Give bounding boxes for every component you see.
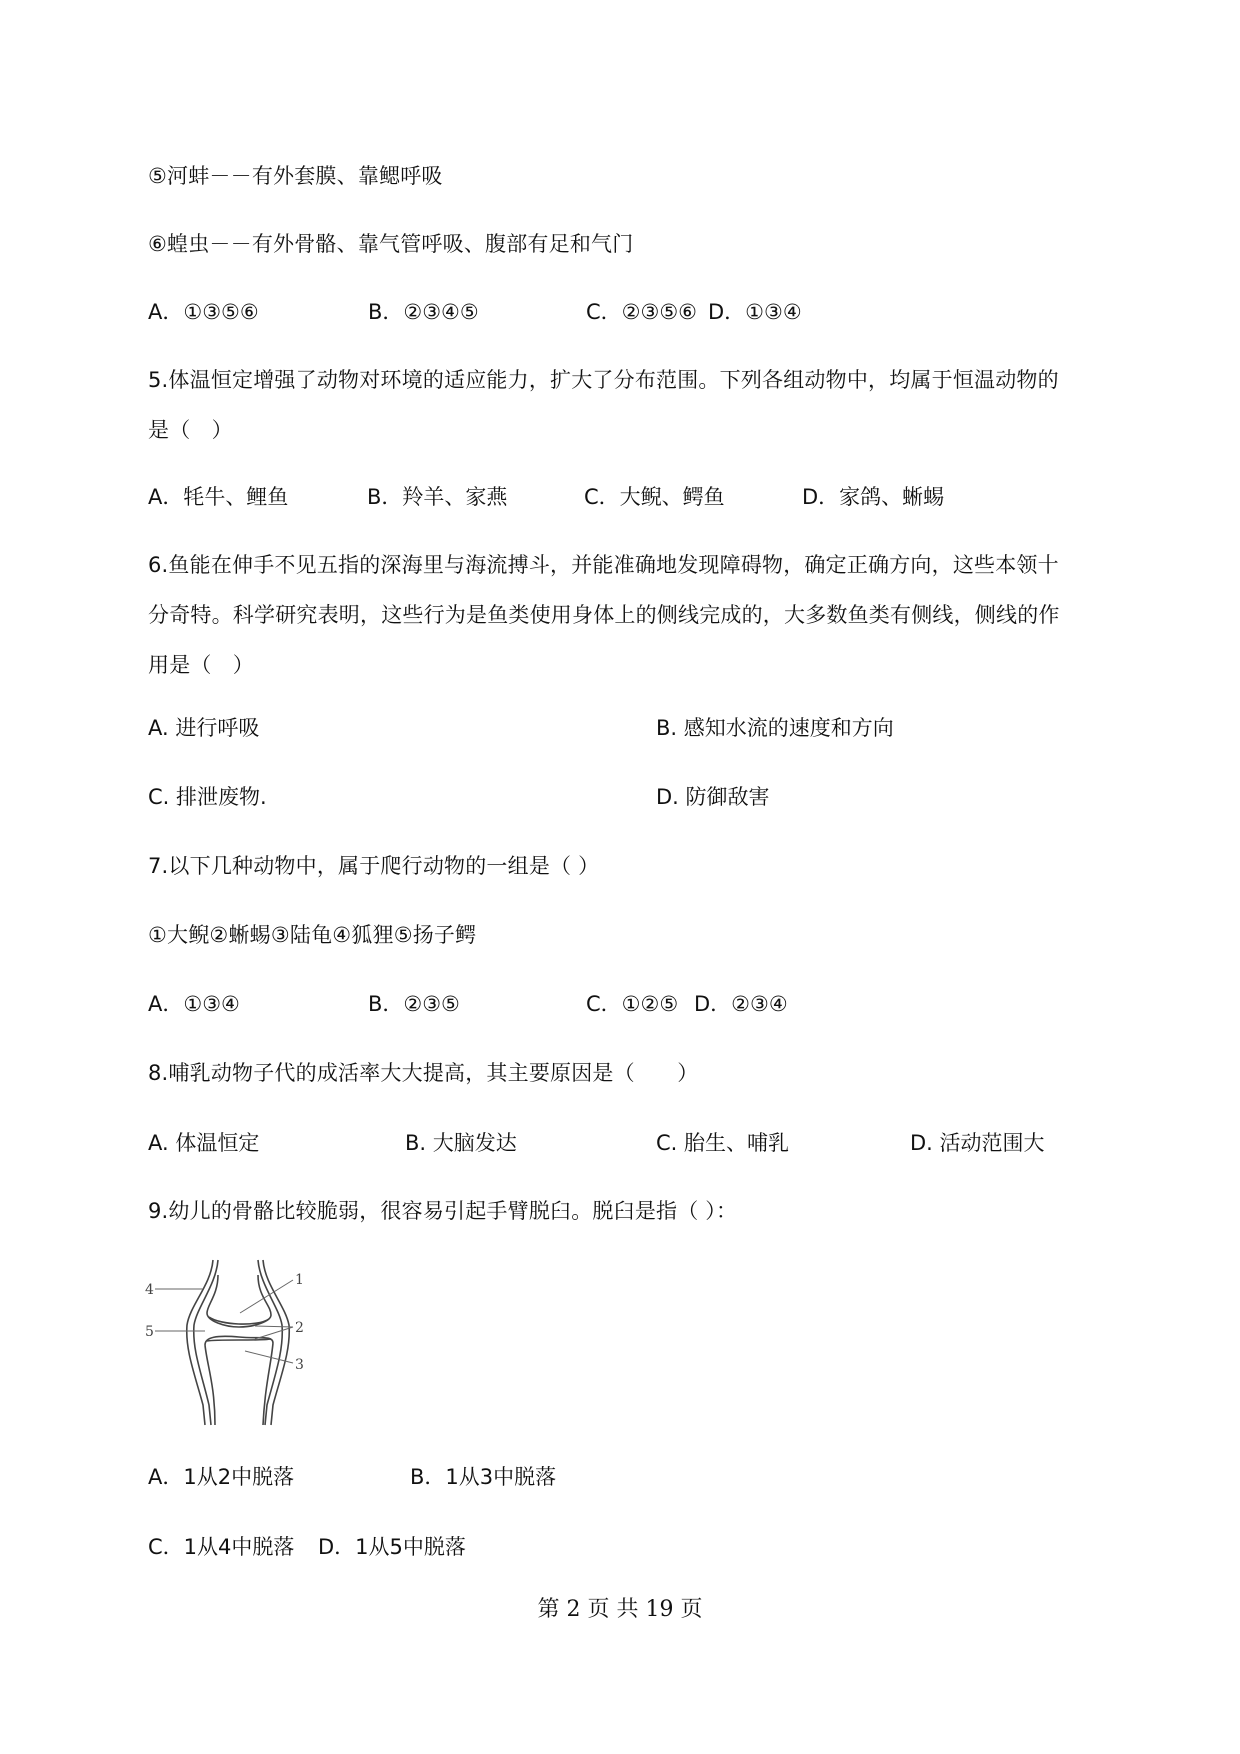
q7-option-a: A．①③④ <box>148 992 240 1016</box>
q9-stem: 9.幼儿的骨骼比较脆弱，很容易引起手臂脱臼。脱臼是指（ ）： <box>148 1199 738 1223</box>
q9-option-d: D．1从5中脱落 <box>318 1535 466 1559</box>
q6-option-b: B. 感知水流的速度和方向 <box>656 716 894 740</box>
q8-stem: 8.哺乳动物子代的成活率大大提高，其主要原因是（ ） <box>148 1061 699 1085</box>
q9-option-a: A．1从2中脱落 <box>148 1465 295 1489</box>
q4-item-5: ⑤河蚌－－有外套膜、靠鳃呼吸 <box>148 164 443 188</box>
q7-option-c: C．①②⑤ <box>586 992 679 1016</box>
diagram-label-1: 1 <box>295 1272 304 1288</box>
page-footer: 第 2 页 共 19 页 <box>537 1597 703 1622</box>
q6-option-a: A. 进行呼吸 <box>148 716 260 740</box>
diagram-label-3: 3 <box>295 1357 304 1373</box>
q7-items: ①大鲵②蜥蜴③陆龟④狐狸⑤扬子鳄 <box>148 923 477 947</box>
q6-stem-line1: 6.鱼能在伸手不见五指的深海里与海流搏斗，并能准确地发现障碍物，确定正确方向，这些本领十 <box>148 553 1059 577</box>
q6-stem-line2: 分奇特。科学研究表明，这些行为是鱼类使用身体上的侧线完成的，大多数鱼类有侧线，侧线的作 <box>148 603 1060 627</box>
q4-item-6: ⑥蝗虫－－有外骨骼、靠气管呼吸、腹部有足和气门 <box>148 232 634 256</box>
q9-option-b: B．1从3中脱落 <box>410 1465 557 1489</box>
q5-option-b: B．羚羊、家燕 <box>367 485 508 509</box>
diagram-label-4: 4 <box>145 1282 154 1298</box>
q9-option-c: C．1从4中脱落 <box>148 1535 295 1559</box>
q5-stem-line2: 是（ ） <box>148 418 233 442</box>
q4-option-b: B．②③④⑤ <box>368 300 479 324</box>
q8-option-a: A. 体温恒定 <box>148 1131 260 1155</box>
q5-option-c: C．大鲵、鳄鱼 <box>584 485 725 509</box>
q5-stem-line1: 5.体温恒定增强了动物对环境的适应能力，扩大了分布范围。下列各组动物中，均属于恒温动物的 <box>148 368 1059 392</box>
q4-option-d: D．①③④ <box>708 300 802 324</box>
q8-option-c: C. 胎生、哺乳 <box>656 1131 790 1155</box>
q8-option-b: B. 大脑发达 <box>405 1131 517 1155</box>
q8-option-d: D. 活动范围大 <box>910 1131 1045 1155</box>
q6-option-d: D. 防御敌害 <box>656 785 770 809</box>
q7-option-b: B．②③⑤ <box>368 992 460 1016</box>
diagram-label-2: 2 <box>295 1320 304 1336</box>
q6-stem-line3: 用是（ ） <box>148 653 254 677</box>
diagram-label-5: 5 <box>145 1324 154 1340</box>
q5-option-d: D．家鸽、蜥蜴 <box>802 485 945 509</box>
q4-option-a: A．①③⑤⑥ <box>148 300 259 324</box>
q6-option-c: C. 排泄废物. <box>148 785 267 809</box>
q5-option-a: A．牦牛、鲤鱼 <box>148 485 289 509</box>
q4-option-c: C．②③⑤⑥ <box>586 300 697 324</box>
q7-stem: 7.以下几种动物中，属于爬行动物的一组是（ ） <box>148 854 600 878</box>
joint-diagram <box>145 1255 335 1430</box>
q7-option-d: D．②③④ <box>694 992 788 1016</box>
